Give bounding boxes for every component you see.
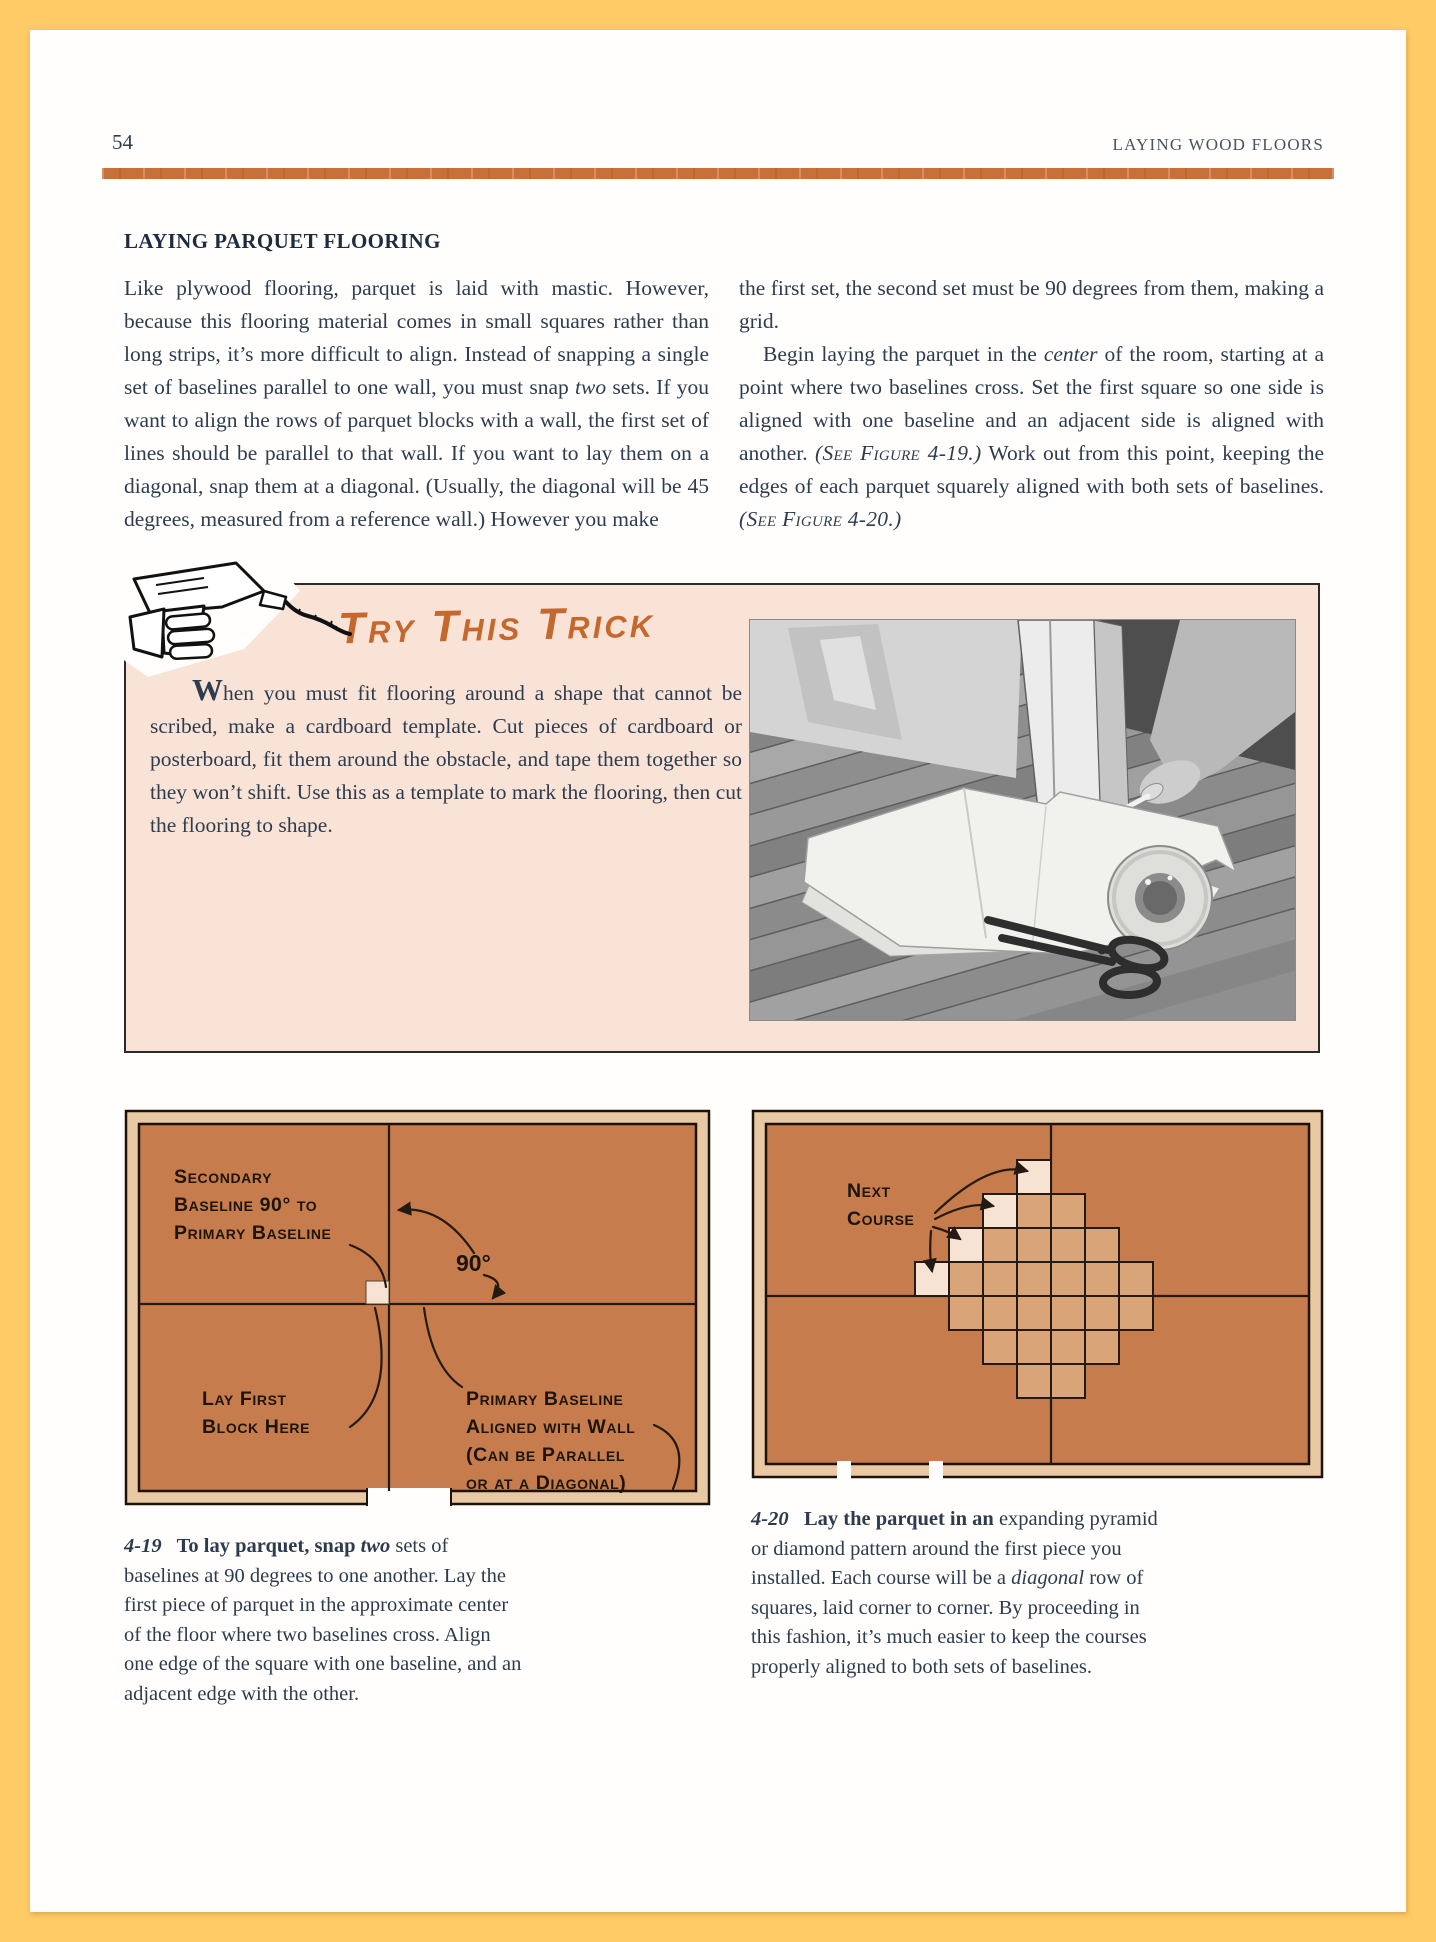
paragraph: Like plywood flooring, parquet is laid with mastic. However, because this flooring material comes in small squares rather than long strips, it’s more difficult to align. Instead of snapping a single set of baselines parallel to one wall, you must snap two sets. If you want to align the rows of parquet blocks with a wall, the first set of lines should be parallel to that wall. If you want to lay them on a diagonal, snap them at a diagonal. (Usually, the diagonal will be 45 degrees, measured from a reference wall.) However you make xyxy=(124,276,709,531)
trick-body: When you must fit flooring around a shape that cannot be scribed, make a cardboard template. Cut pieces of cardboard or posterboard, fit them around the obstacle, and tape them together so they won’t shift. Use this as a template to mark the flooring, then cut the flooring to shape. xyxy=(150,672,742,837)
door-opening xyxy=(367,1488,451,1506)
figure-4-19 xyxy=(124,1109,711,1709)
figure-4-19-diagram xyxy=(124,1109,711,1506)
header-rule xyxy=(102,168,1334,179)
svg-text:(Can be Parallel: (Can be Parallel xyxy=(466,1444,626,1466)
drop-cap: W xyxy=(192,672,223,707)
paragraph: Begin laying the parquet in the center of the room, starting at a point where two baselines cross. Set the first square so one side is aligned with one baseline and an adjacent side is aligned with another. (See Figure 4-19.) Work out from this point, keeping the edges of each parquet squarely aligned with both sets of baselines. (See Figure 4-20.) xyxy=(739,342,1324,531)
trick-title: Try This Trick xyxy=(337,597,656,654)
svg-text:Block Here: Block Here xyxy=(202,1416,311,1438)
secondary-baseline-label: Secondary xyxy=(174,1166,273,1188)
running-head: LAYING WOOD FLOORS xyxy=(1112,135,1324,154)
svg-text:Aligned with Wall: Aligned with Wall xyxy=(466,1416,636,1438)
svg-text:Course: Course xyxy=(847,1208,915,1230)
figure-4-20-diagram xyxy=(751,1109,1324,1479)
book-page xyxy=(30,30,1406,1912)
page-number: 54 xyxy=(112,130,133,154)
tape-roll xyxy=(1108,846,1212,950)
figure-4-20-caption: 4-20 Lay the parquet in an expanding pyramid or diamond pattern around the first piece you installed. Each course will be a diagonal row of squares, laid corner to corner. By proceeding in this fashion, it’s much easier to keep the courses properly aligned to both sets of baselines. xyxy=(751,1508,1158,1678)
try-this-trick-box xyxy=(124,583,1320,1053)
page-header xyxy=(112,30,1324,155)
left-column xyxy=(124,272,709,536)
right-column xyxy=(739,272,1324,536)
template-photo xyxy=(749,619,1296,1021)
body-columns xyxy=(124,272,1324,536)
lay-first-block-label: Lay First xyxy=(202,1388,287,1410)
next-course-label: Next xyxy=(847,1180,891,1202)
primary-baseline-label: Primary Baseline xyxy=(466,1388,624,1410)
figures-row xyxy=(124,1109,1324,1709)
section-heading: LAYING PARQUET FLOORING xyxy=(124,229,441,253)
svg-text:Baseline 90° to: Baseline 90° to xyxy=(174,1194,318,1216)
figure-4-20 xyxy=(751,1109,1324,1709)
figure-4-19-caption: 4-19 To lay parquet, snap two sets of baselines at 90 degrees to one another. Lay the first piece of parquet in the approximate center of the floor where two baselines cross. Align one edge of the square with one baseline, and an adjacent edge with the other. xyxy=(124,1535,522,1705)
door-opening xyxy=(837,1461,851,1479)
paragraph: the first set, the second set must be 90 degrees from them, making a grid. xyxy=(739,276,1324,333)
angle-label: 90° xyxy=(456,1250,491,1276)
door-opening xyxy=(929,1461,943,1479)
svg-text:Primary Baseline: Primary Baseline xyxy=(174,1222,332,1244)
svg-text:or at a Diagonal): or at a Diagonal) xyxy=(466,1472,627,1494)
drill-icon xyxy=(104,545,356,697)
